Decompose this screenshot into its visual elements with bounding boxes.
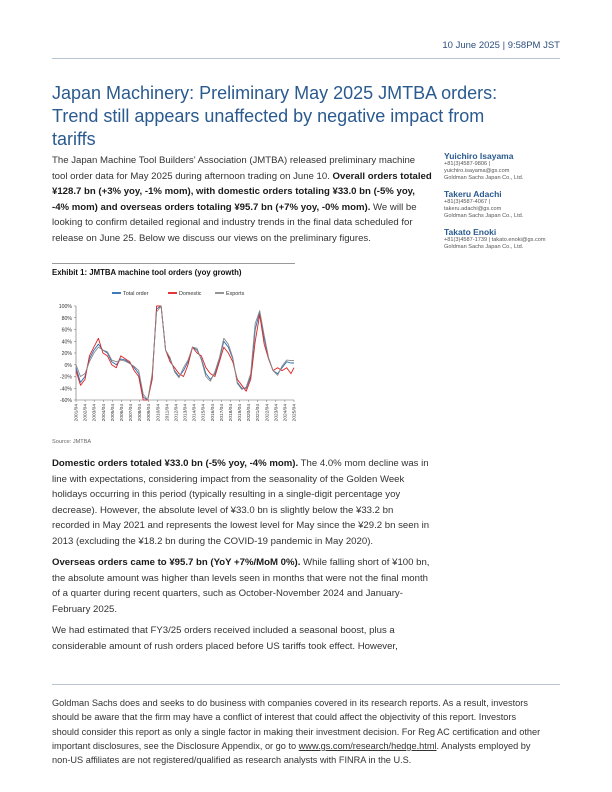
- author-phone: +81(3)4587-4067 |: [444, 199, 491, 205]
- author-name[interactable]: Takato Enoki: [444, 227, 497, 237]
- x-tick-label: 2012/04: [174, 404, 180, 422]
- x-tick-label: 2004/04: [101, 404, 107, 422]
- disclaimer-text-2: . Analysts employed by non-US affiliates are not registered/qualified as research analysts with FINRA in the U.S.: [52, 740, 531, 766]
- x-tick-label: 2022/04: [265, 404, 271, 422]
- x-tick-label: 2020/04: [247, 404, 253, 422]
- x-tick-label: 2018/04: [228, 404, 234, 422]
- fy-estimate-paragraph: [52, 623, 432, 654]
- x-tick-label: 2025/04: [292, 404, 298, 422]
- author-company: Goldman Sachs Japan Co., Ltd.: [444, 213, 524, 219]
- author-email[interactable]: takeru.adachi@gs.com: [444, 206, 502, 212]
- legend-label: Total order: [123, 291, 149, 297]
- y-tick-label: -40%: [59, 386, 72, 393]
- x-tick-label: 2010/04: [156, 404, 162, 422]
- x-tick-label: 2014/04: [192, 404, 198, 422]
- domestic-orders-heading: Domestic orders totaled ¥33.0 bn (-5% yoy, -4% mom).: [52, 458, 299, 469]
- y-tick-label: -60%: [59, 398, 72, 404]
- header-divider: [52, 58, 560, 59]
- x-tick-label: 2006/04: [119, 404, 125, 422]
- y-tick-label: 20%: [61, 351, 72, 357]
- overseas-orders-text: While falling short of ¥100 bn, the absolute amount was higher than levels seen in months that were not the final month of a quarter during recent quarters, such as October-November 2024 and January-February 2025.: [52, 557, 430, 615]
- y-tick-label: 40%: [61, 339, 72, 346]
- intro-paragraph: [52, 153, 432, 246]
- author-company: Goldman Sachs Japan Co., Ltd.: [444, 244, 524, 250]
- disclosure-link[interactable]: www.gs.com/research/hedge.html: [298, 740, 437, 751]
- domestic-orders-paragraph: [52, 456, 432, 549]
- author-card: [444, 227, 574, 251]
- x-tick-label: 2016/04: [210, 404, 216, 422]
- domestic-orders-text: The 4.0% mom decline was in line with expectations, considering impact from the seasonality of the Golden Week holidays occurring in this period (typically resulting in a single-digit percentage yoy decrease). However, the absolute level of ¥33.0 bn is slightly below the ¥33.2 bn recorded in May 2021 and represents the lowest level for May since the ¥29.2 bn seen in 2013 (excluding the ¥18.2 bn during the COVID-19 pandemic in May 2020).: [52, 458, 430, 547]
- author-company: Goldman Sachs Japan Co., Ltd.: [444, 175, 524, 181]
- y-tick-label: 100%: [58, 304, 72, 310]
- intro-text-1: The Japan Machine Tool Builders’ Association (JMTBA) released preliminary machine tool order data for May 2025 during afternoon trading on June 10.: [52, 155, 416, 182]
- author-name[interactable]: Yuichiro Isayama: [444, 151, 514, 161]
- exhibit-title: Exhibit 1: JMTBA machine tool orders (yoy growth): [52, 268, 242, 277]
- x-tick-label: 2017/04: [219, 404, 225, 422]
- y-tick-label: 80%: [61, 315, 72, 322]
- x-tick-label: 2007/04: [129, 404, 134, 422]
- x-tick-label: 2011/04: [165, 404, 171, 421]
- x-tick-label: 2023/04: [274, 404, 280, 422]
- y-tick-label: 0%: [64, 362, 72, 369]
- author-email[interactable]: yuichiro.isayama@gs.com: [444, 168, 510, 174]
- x-tick-label: 2009/04: [147, 404, 153, 422]
- report-title: Japan Machinery: Preliminary May 2025 JMTBA orders: Trend still appears unaffected by negative impact from tariffs: [52, 83, 498, 149]
- x-tick-label: 2019/04: [238, 404, 243, 422]
- intro-text-2: We will be looking to confirm detailed regional and industry trends in the final data scheduled for release on June 25. Below we discuss our views on the preliminary figures.: [52, 201, 417, 244]
- orders-line-chart: [52, 284, 302, 436]
- x-tick-label: 2021/04: [256, 404, 262, 422]
- overseas-orders-heading: Overseas orders came to ¥95.7 bn (YoY +7%/MoM 0%).: [52, 557, 301, 568]
- author-card: [444, 151, 574, 182]
- fy-estimate-text: We had estimated that FY3/25 orders received included a seasonal boost, plus a considerable amount of rush orders placed before US tariffs took effect. However,: [52, 625, 398, 652]
- author-name[interactable]: Takeru Adachi: [444, 189, 502, 199]
- legend-label: Exports: [226, 291, 245, 297]
- x-tick-label: 2003/04: [92, 404, 98, 422]
- author-list: [444, 151, 574, 258]
- y-tick-label: 60%: [61, 327, 72, 334]
- author-card: [444, 189, 574, 220]
- x-tick-label: 2008/04: [138, 404, 144, 422]
- footer-divider: [52, 684, 560, 685]
- x-tick-label: 2005/04: [110, 404, 116, 422]
- overseas-orders-paragraph: [52, 555, 432, 617]
- report-time: 9:58PM JST: [507, 40, 560, 51]
- author-phone-email[interactable]: +81(3)4587-1739 | takato.enoki@gs.com: [444, 237, 546, 243]
- y-tick-label: -20%: [59, 374, 72, 381]
- x-tick-label: 2001/04: [74, 404, 80, 422]
- legend-label: Domestic: [179, 291, 202, 297]
- author-phone: +81(3)4587-9806 |: [444, 161, 491, 167]
- date-separator: |: [502, 40, 506, 51]
- x-tick-label: 2024/04: [283, 404, 289, 422]
- exhibit-divider: [52, 263, 295, 264]
- report-dateline: [442, 40, 560, 51]
- x-tick-label: 2013/04: [183, 404, 189, 422]
- chart-source: Source: JMTBA: [52, 439, 92, 445]
- x-tick-label: 2015/04: [201, 404, 207, 422]
- report-date: 10 June 2025: [442, 40, 500, 51]
- series-line-exports: [76, 306, 294, 400]
- disclaimer-text-1: Goldman Sachs does and seeks to do business with companies covered in its research reports. As a result, investors should be aware that the firm may have a conflict of interest that could affect the objectivity of this report. Investors should consider this report as only a single factor in making their investment decision. For Reg AC certification and other important disclosures, see the Disclosure Appendix, or go to: [52, 698, 541, 751]
- x-tick-label: 2002/04: [83, 404, 89, 422]
- intro-bold: Overall orders totaled ¥128.7 bn (+3% yoy, -1% mom), with domestic orders totaling ¥33.0 bn (-5% yoy, -4% mom) and overseas orders totaling ¥95.7 bn (+7% yoy, -0% mom).: [52, 170, 432, 213]
- disclaimer: [52, 696, 542, 767]
